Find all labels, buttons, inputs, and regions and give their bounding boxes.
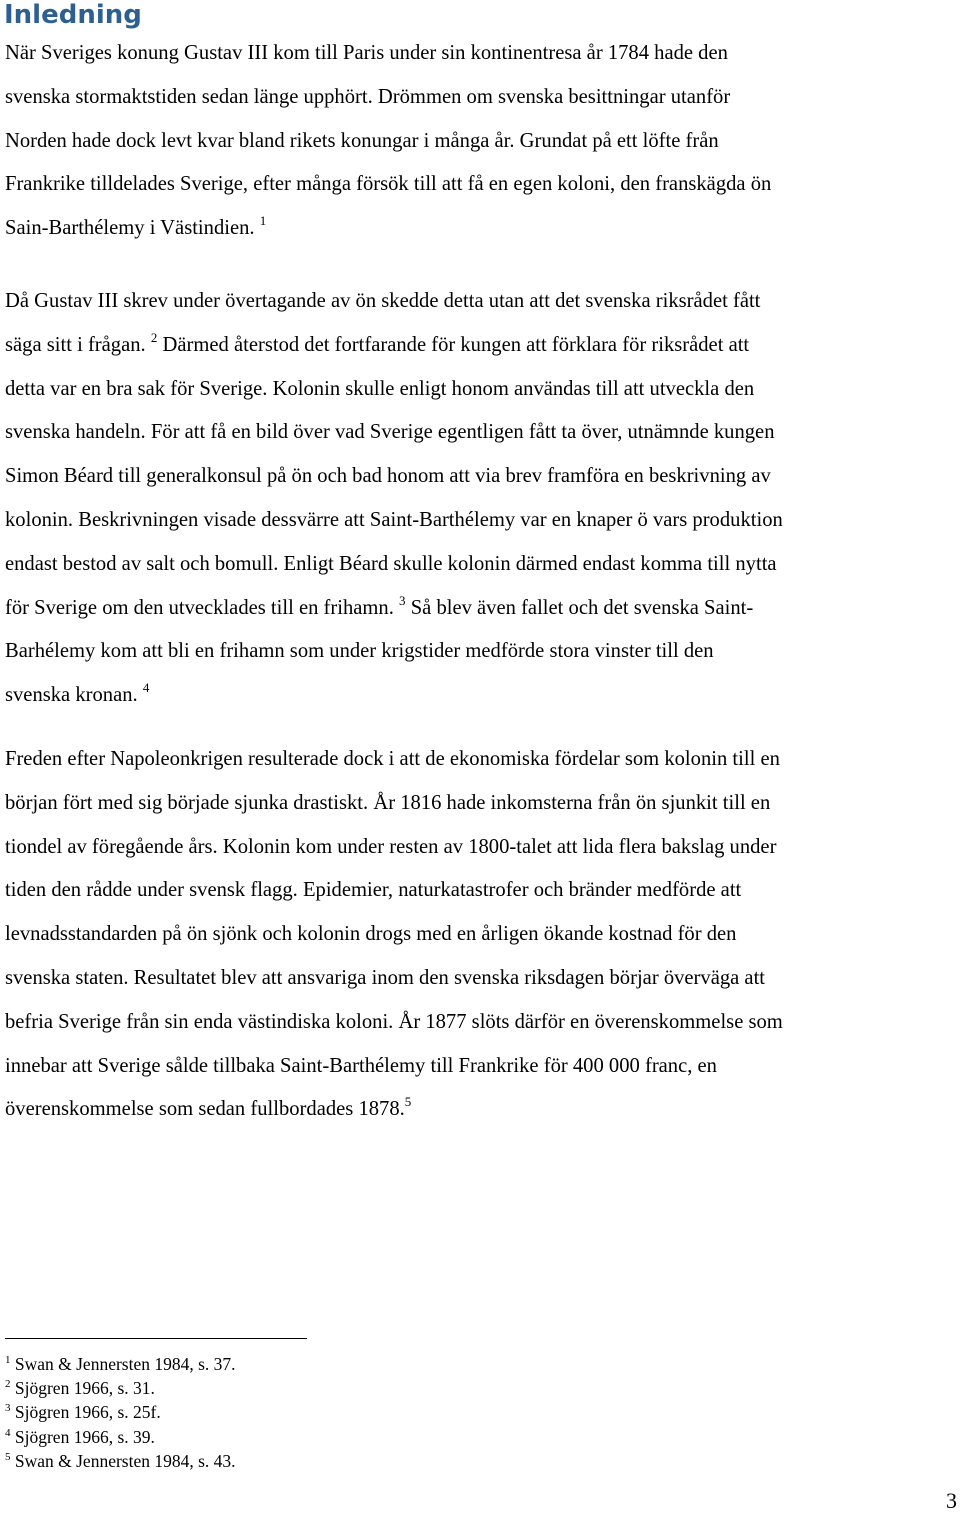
footnote-reference: 2 (150, 329, 158, 345)
footnote (5, 1449, 236, 1473)
paragraph-2 (5, 280, 960, 718)
footnote-number: 4 (5, 1426, 11, 1439)
footnote-text: Swan & Jennersten 1984, s. 43. (14, 1450, 236, 1471)
section-heading: Inledning (4, 0, 142, 30)
footnote-reference: 3 (399, 592, 406, 608)
text-line: Simon Béard till generalkonsul på ön och bad honom att via brev framföra en beskrivning av (5, 465, 771, 488)
footnote-separator (5, 1338, 307, 1339)
text-segment: Därmed återstod det fortfarande för kungen att förklara för riksrådet att (157, 333, 750, 356)
text-line: Då Gustav III skrev under övertagande av ön skedde detta utan att det svenska riksrådet fått (5, 290, 761, 312)
text-line (5, 207, 960, 251)
text-line (5, 324, 960, 368)
footnotes (5, 1352, 236, 1473)
footnote-number: 1 (5, 1354, 11, 1366)
text-line: svenska stormaktstiden sedan länge upphört. Drömmen om svenska besittningar utanför (5, 85, 731, 108)
text-line: detta var en bra sak för Sverige. Kolonin skulle enligt honom användas till att utveckla den (5, 377, 755, 400)
footnote-reference: 4 (142, 680, 150, 696)
text-line: början fört med sig började sjunka drastiskt. År 1816 hade inkomsterna från ön sjunkit till en (5, 791, 771, 814)
footnote-reference: 1 (259, 213, 267, 229)
text-line: levnadsstandarden på ön sjönk och kolonin drogs med en årligen ökande kostnad för den (5, 923, 737, 946)
text-line (5, 587, 960, 631)
text-line: Frankrike tilldelades Sverige, efter många försök till att få en egen koloni, den franskägda ön (5, 173, 772, 196)
text-segment: svenska kronan. (5, 684, 138, 707)
paragraph-1 (5, 32, 960, 251)
text-segment: Så blev även fallet och det svenska Saint- (405, 596, 754, 619)
text-line: kolonin. Beskrivningen visade dessvärre att Saint-Barthélemy var en knaper ö vars produktion (5, 508, 783, 531)
text-line: tiondel av föregående års. Kolonin kom under resten av 1800-talet att lida flera bakslag under (5, 835, 777, 858)
footnote (5, 1400, 236, 1424)
footnote (5, 1352, 236, 1376)
footnote-text: Sjögren 1966, s. 25f. (14, 1402, 161, 1423)
text-segment: överenskommelse som sedan fullbordades 1878. (5, 1098, 405, 1121)
footnote-reference: 5 (404, 1094, 412, 1110)
footnote-number: 3 (5, 1402, 11, 1415)
paragraph-3 (5, 738, 960, 1132)
footnote (5, 1425, 236, 1449)
text-line: Norden hade dock levt kvar bland rikets konungar i många år. Grundat på ett löfte från (5, 129, 719, 152)
page-number: 3 (946, 1488, 957, 1513)
footnote-text: Swan & Jennersten 1984, s. 37. (14, 1354, 236, 1374)
text-line: tiden den rådde under svensk flagg. Epidemier, naturkatastrofer och bränder medförde att (5, 879, 742, 902)
text-segment: säga sitt i frågan. (5, 333, 146, 356)
footnote-text: Sjögren 1966, s. 39. (14, 1426, 155, 1447)
footnote (5, 1376, 236, 1400)
text-line: innebar att Sverige sålde tillbaka Saint-Barthélemy till Frankrike för 400 000 franc, en (5, 1054, 717, 1077)
text-line: Freden efter Napoleonkrigen resulterade dock i att de ekonomiska fördelar som kolonin till en (5, 748, 780, 770)
footnote-text: Sjögren 1966, s. 31. (14, 1378, 155, 1399)
text-segment: Sain-Barthélemy i Västindien. (5, 217, 255, 240)
text-segment: för Sverige om den utvecklades till en frihamn. (5, 596, 394, 619)
text-line: När Sveriges konung Gustav III kom till Paris under sin kontinentresa år 1784 hade den (5, 42, 728, 64)
text-line (5, 674, 960, 718)
text-line: endast bestod av salt och bomull. Enligt Béard skulle kolonin därmed endast komma till nytta (5, 552, 777, 575)
footnote-number: 5 (5, 1450, 11, 1463)
footnote-number: 2 (5, 1378, 11, 1391)
text-line: svenska handeln. För att få en bild över vad Sverige egentligen fått ta över, utnämnde kungen (5, 421, 775, 444)
text-line: Barhélemy kom att bli en frihamn som under krigstider medförde stora vinster till den (5, 640, 714, 663)
text-line: befria Sverige från sin enda västindiska koloni. År 1877 slöts därför en överenskommelse som (5, 1010, 783, 1033)
text-line (5, 1088, 960, 1132)
text-line: svenska staten. Resultatet blev att ansvariga inom den svenska riksdagen börjar överväga att (5, 966, 766, 989)
